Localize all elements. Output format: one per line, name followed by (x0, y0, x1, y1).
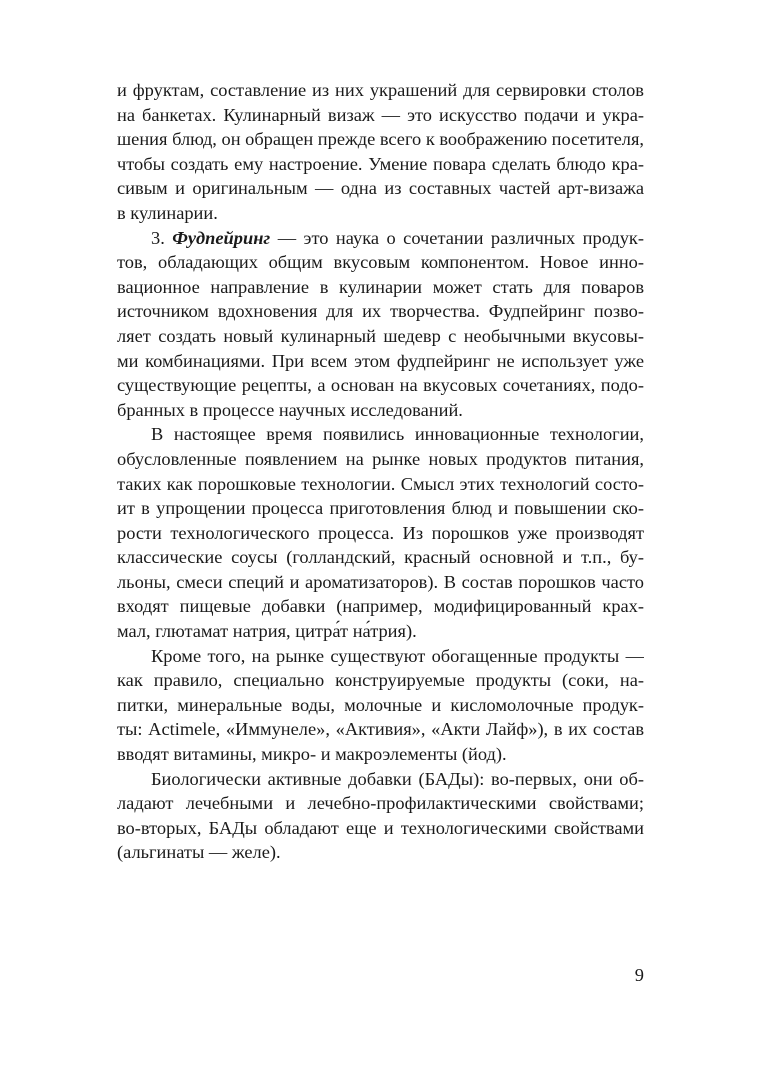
paragraph-dietary-supplements (117, 767, 644, 865)
text-line: вводят витамины, микро- и макроэлементы (йод). (117, 744, 507, 765)
paragraph-fortified-products (117, 644, 644, 767)
text-line: В настоящее время появились инновационные технологии, (151, 424, 644, 445)
term-foodpairing: Фудпейринг (172, 227, 271, 248)
item-number: 3. (151, 227, 165, 248)
text-line: рости технологического процесса. Из порошков уже производят (117, 522, 644, 543)
text-line: вационное направление в кулинарии может стать для поваров (117, 276, 644, 297)
text-line: ты: Actimele, «Иммунеле», «Активия», «Акти Лайф»), в их состав (117, 719, 644, 740)
text-line: сивым и оригинальным — одна из составных частей арт-визажа (117, 178, 644, 199)
text-line: классические соусы (голландский, красный основной и т.п., бу- (117, 547, 644, 568)
paragraph-art-visage-end (117, 78, 644, 226)
page-number: 9 (634, 965, 644, 985)
text-line: во-вторых, БАДы обладают еще и технологическими свойствами (117, 817, 644, 838)
text-line: как правило, специально конструируемые продукты (соки, на- (117, 670, 644, 691)
text-line: бранных в процессе научных исследований. (117, 399, 463, 420)
text-line: тов, обладающих общим вкусовым компонентом. Новое инно- (117, 252, 644, 273)
paragraph-powder-technologies (117, 422, 644, 643)
text-line: ладают лечебными и лечебно-профилактическими свойствами; (117, 793, 644, 814)
paragraph-foodpairing (117, 226, 644, 423)
text-line: льоны, смеси специй и ароматизаторов). В состав порошков часто (117, 571, 644, 592)
text-line: источником вдохновения для их творчества. Фудпейринг позво- (117, 301, 644, 322)
text-line: обусловленные появлением на рынке новых продуктов питания, (117, 448, 644, 469)
text-line: Кроме того, на рынке существуют обогащенные продукты — (151, 645, 644, 666)
text-line: ми комбинациями. При всем этом фудпейринг не использует уже (117, 350, 644, 371)
text-line: (альгинаты — желе). (117, 842, 281, 863)
text-line: ит в упрощении процесса приготовления блюд и повышении ско- (117, 498, 644, 519)
text-line: и фруктам, составление из них украшений для сервировки столов (117, 80, 644, 100)
text-line: ляет создать новый кулинарный шедевр с необычными вкусовы- (117, 325, 644, 346)
text-line-first (117, 226, 644, 251)
text-line: Биологически активные добавки (БАДы): во-первых, они об- (151, 768, 644, 789)
text-line: таких как порошковые технологии. Смысл этих технологий состо- (117, 473, 644, 494)
text-line: существующие рецепты, а основан на вкусовых сочетаниях, подо- (117, 375, 644, 396)
text-line: на банкетах. Кулинарный визаж — это искусство подачи и укра- (117, 104, 644, 125)
text-line: в кулинарии. (117, 202, 218, 223)
text-line: мал, глютамат натрия, цитра́т на́трия). (117, 621, 417, 642)
text-line: шения блюд, он обращен прежде всего к воображению посетителя, (117, 129, 644, 150)
text-line: входят пищевые добавки (например, модифицированный крах- (117, 596, 644, 617)
text-line: чтобы создать ему настроение. Умение повара сделать блюдо кра- (117, 153, 644, 174)
text-fragment: — это наука о сочетании различных продук- (277, 227, 644, 248)
text-line: питки, минеральные воды, молочные и кисломолочные продук- (117, 694, 644, 715)
page-body (117, 78, 644, 865)
